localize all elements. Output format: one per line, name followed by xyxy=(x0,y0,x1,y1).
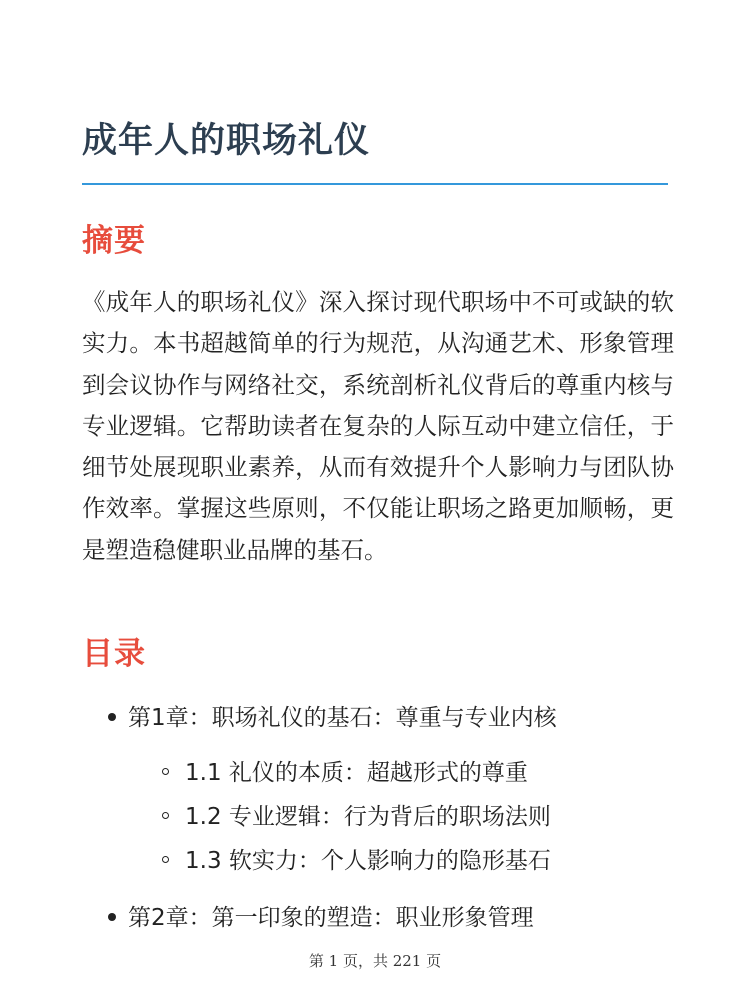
bullet-circle-icon xyxy=(162,812,169,819)
toc-section-1-1[interactable] xyxy=(162,757,528,789)
toc-section-1-3[interactable] xyxy=(162,845,551,877)
bullet-circle-icon xyxy=(162,856,169,863)
bullet-circle-icon xyxy=(162,768,169,775)
toc-heading: 目录 xyxy=(82,636,146,672)
toc-section-label: 1.1 礼仪的本质：超越形式的尊重 xyxy=(185,760,528,786)
toc-chapter-1[interactable] xyxy=(108,702,557,734)
toc-chapter-label: 第2章：第一印象的塑造：职业形象管理 xyxy=(128,905,534,931)
toc-chapter-label: 第1章：职场礼仪的基石：尊重与专业内核 xyxy=(128,705,557,731)
toc-section-label: 1.3 软实力：个人影响力的隐形基石 xyxy=(185,848,551,874)
abstract-heading: 摘要 xyxy=(82,223,146,259)
bullet-dot-icon xyxy=(108,713,116,721)
title-divider xyxy=(82,183,668,185)
bullet-dot-icon xyxy=(108,913,116,921)
toc-section-1-2[interactable] xyxy=(162,801,551,833)
toc-chapter-2[interactable] xyxy=(108,902,534,934)
abstract-paragraph: 《成年人的职场礼仪》深入探讨现代职场中不可或缺的软实力。本书超越简单的行为规范，从沟通艺术、形象管理到会议协作与网络社交，系统剖析礼仪背后的尊重内核与专业逻辑。它帮助读者在复杂的人际互动中建立信任，于细节处展现职业素养，从而有效提升个人影响力与团队协作效率。掌握这些原则，不仅能让职场之路更加顺畅，更是塑造稳健职业品牌的基石。 xyxy=(82,288,674,564)
toc-section-label: 1.2 专业逻辑：行为背后的职场法则 xyxy=(185,804,551,830)
page-footer: 第 1 页，共 221 页 xyxy=(308,952,442,970)
document-title: 成年人的职场礼仪 xyxy=(82,121,371,161)
